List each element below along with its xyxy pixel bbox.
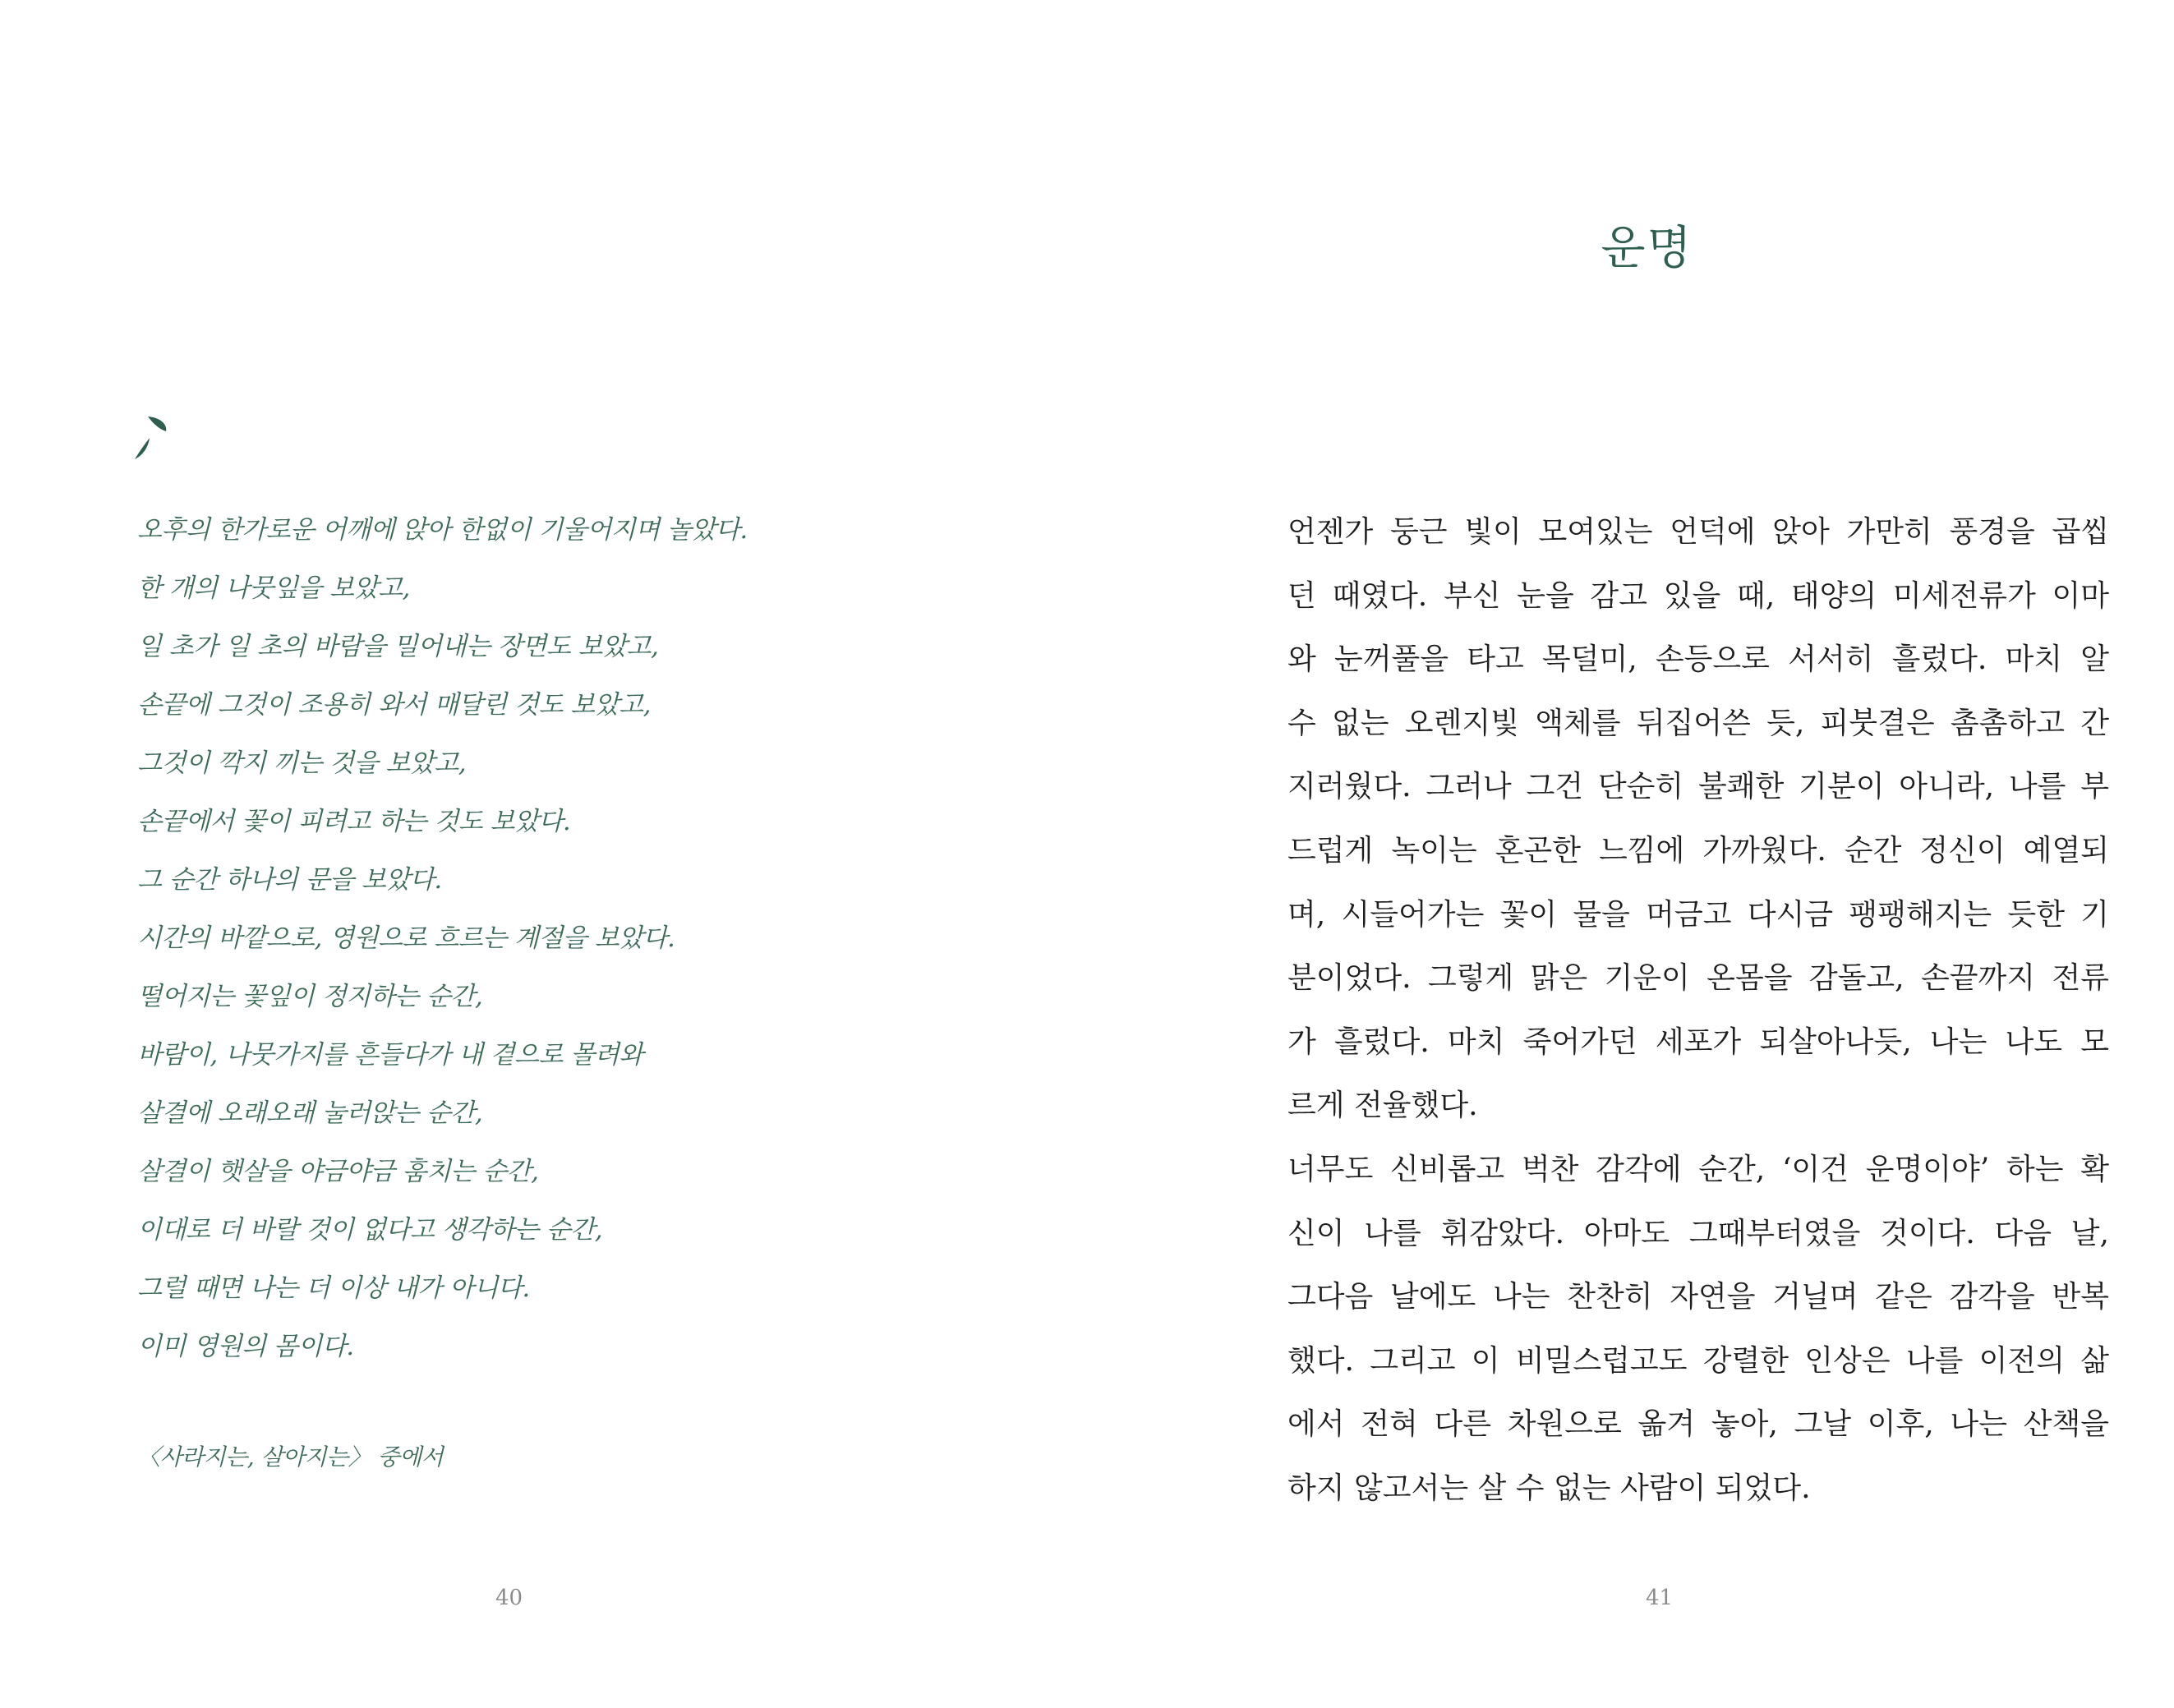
poem-line: 떨어지는 꽃잎이 정지하는 순간, — [137, 982, 483, 1011]
prose-line: 던 때였다. 부신 눈을 감고 있을 때, 태양의 미세전류가 이마 — [1287, 578, 2109, 613]
prose-body — [1287, 500, 2109, 1521]
poem-source: 〈사라지는, 살아지는〉 중에서 — [137, 1443, 444, 1471]
prose-line: 신이 나를 휘감았다. 아마도 그때부터였을 것이다. 다음 날, — [1287, 1216, 2109, 1250]
poem-line: 그것이 깍지 끼는 것을 보았고, — [137, 748, 467, 778]
right-page — [1087, 0, 2174, 1708]
prose-line: 르게 전율했다. — [1287, 1089, 1478, 1123]
prose-line: 하지 않고서는 살 수 없는 사람이 되었다. — [1287, 1471, 1811, 1505]
poem-line: 오후의 한가로운 어깨에 앉아 한없이 기울어지며 놀았다. — [137, 515, 748, 545]
prose-line: 며, 시들어가는 꽃이 물을 머금고 다시금 팽팽해지는 듯한 기 — [1287, 897, 2109, 932]
prose-line: 너무도 신비롭고 벅찬 감각에 순간, ‘이건 운명이야’ 하는 확 — [1287, 1152, 2109, 1186]
poem-line: 이미 영원의 몸이다. — [137, 1332, 354, 1361]
poem-line: 그럴 때면 나는 더 이상 내가 아니다. — [137, 1273, 530, 1303]
page-number-right: 41 — [1646, 1586, 1674, 1610]
poem — [137, 501, 1000, 1376]
poem-line: 바람이, 나뭇가지를 흔들다가 내 곁으로 몰려와 — [137, 1040, 643, 1070]
poem-line: 그 순간 하나의 문을 보았다. — [137, 865, 442, 895]
poem-line: 시간의 바깥으로, 영원으로 흐르는 계절을 보았다. — [137, 923, 675, 953]
prose-line: 드럽게 녹이는 혼곤한 느낌에 가까웠다. 순간 정신이 예열되 — [1287, 833, 2109, 868]
poem-line: 한 개의 나뭇잎을 보았고, — [137, 573, 410, 603]
prose-line: 분이었다. 그렇게 맑은 기운이 온몸을 감돌고, 손끝까지 전류 — [1287, 961, 2109, 996]
page-number-left: 40 — [495, 1586, 523, 1610]
prose-line: 수 없는 오렌지빛 액체를 뒤집어쓴 듯, 피붓결은 촘촘하고 간 — [1287, 706, 2109, 740]
prose-line: 와 눈꺼풀을 타고 목덜미, 손등으로 서서히 흘렀다. 마치 알 — [1287, 642, 2109, 677]
prose-line: 언젠가 둥근 빛이 모여있는 언덕에 앉아 가만히 풍경을 곱씹 — [1287, 515, 2109, 549]
chapter-title: 운명 — [1601, 222, 1693, 275]
poem-line: 이대로 더 바랄 것이 없다고 생각하는 순간, — [137, 1215, 603, 1245]
prose-line: 지러웠다. 그러나 그건 단순히 불쾌한 기분이 아니라, 나를 부 — [1287, 770, 2109, 804]
poem-line: 살결이 햇살을 야금야금 훔치는 순간, — [137, 1157, 539, 1186]
prose-line: 에서 전혀 다른 차원으로 옮겨 놓아, 그날 이후, 나는 산책을 — [1287, 1407, 2109, 1442]
poem-line: 손끝에 그것이 조용히 와서 매달린 것도 보았고, — [137, 690, 651, 720]
poem-line: 살결에 오래오래 눌러앉는 순간, — [137, 1098, 483, 1128]
prose-line: 그다음 날에도 나는 찬찬히 자연을 거닐며 같은 감각을 반복 — [1287, 1280, 2109, 1314]
prose-line: 가 흘렀다. 마치 죽어가던 세포가 되살아나듯, 나는 나도 모 — [1287, 1024, 2109, 1059]
leaf-icon — [131, 413, 173, 461]
prose-line: 했다. 그리고 이 비밀스럽고도 강렬한 인상은 나를 이전의 삶 — [1287, 1343, 2109, 1378]
poem-line: 일 초가 일 초의 바람을 밀어내는 장면도 보았고, — [137, 632, 659, 661]
poem-line: 손끝에서 꽃이 피려고 하는 것도 보았다. — [137, 807, 571, 836]
